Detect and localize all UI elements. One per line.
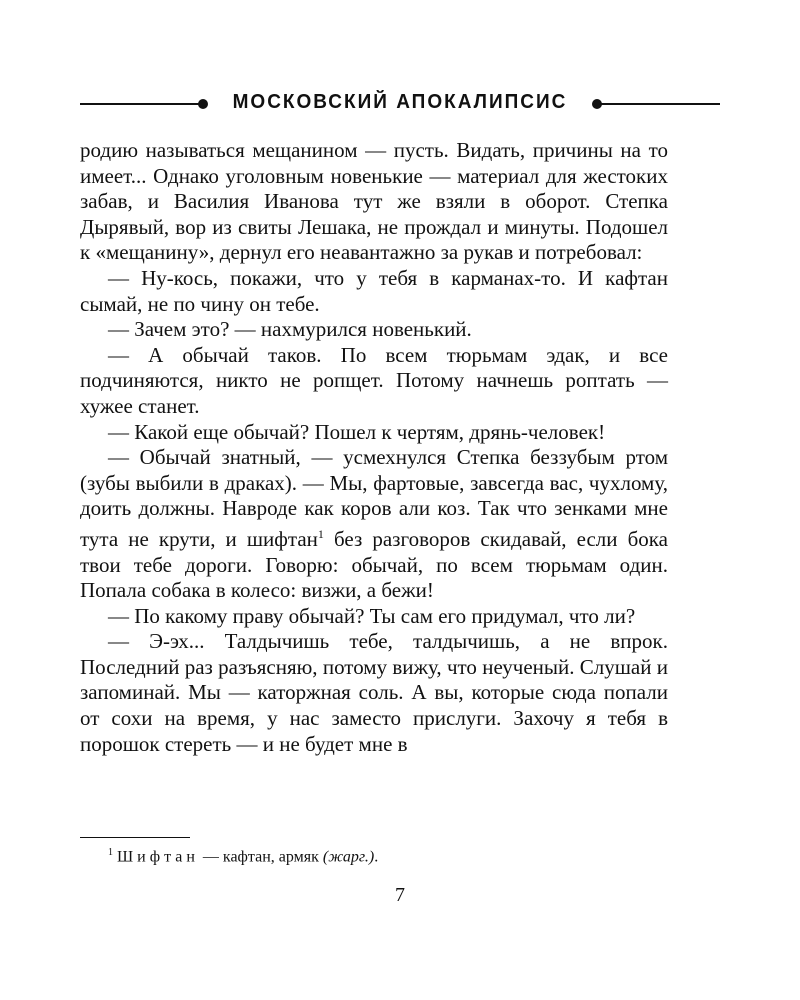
footnote-definition: — кафтан, армяк: [198, 848, 323, 866]
header-rule-right: [600, 103, 720, 105]
footnote-term: Шифтан: [117, 848, 199, 866]
footnote-note: (жарг.): [322, 848, 375, 866]
header-title: МОСКОВСКИЙ АПОКАЛИПСИС: [232, 91, 568, 114]
paragraph: — Э-эх... Талдычишь тебе, талдычишь, а не впрок. Последний раз разъясняю, потому вижу, что неученый. Слушай и запоминай. Мы — каторжная соль. А вы, которые сюда попали от сохи на время, у нас заместо прислуги. Захочу я тебя в порошок стереть — и не будет мне в: [80, 629, 668, 756]
paragraph: родию называться мещанином — пусть. Видать, причины на то имеет... Однако уголовным новенькие — материал для жестоких забав, и Василия Иванова тут же взяли в оборот. Степка Дырявый, вор из свиты Лешака, не прождал и минуты. Подошел к «мещанину», дернул его неавантажно за рукав и потребовал:: [80, 138, 668, 265]
paragraph: — По какому праву обычай? Ты сам его придумал, что ли?: [108, 603, 636, 628]
paragraph: — А обычай таков. По всем тюрьмам эдак, и все подчиняются, никто не ропщет. Потому начнешь роптать — хужее станет.: [80, 342, 668, 418]
paragraph: — Ну-кось, покажи, что у тебя в карманах-то. И кафтан сымай, не по чину он тебе.: [80, 265, 668, 316]
paragraph-text: без разговоров скидавай, если бока твои тебе дороги. Говорю: обычай, по всем тюрьмам один. Попала собака в колесо: визжи, а бежи!: [80, 526, 669, 603]
paragraph: — Какой еще обычай? Пошел к чертям, дрянь-человек!: [108, 419, 606, 444]
running-header: [80, 90, 720, 118]
footnote: [108, 847, 668, 866]
footnote-end: .: [374, 848, 379, 866]
footnote-ref: 1: [317, 526, 324, 541]
paragraph-text: — Обычай знатный, — усмехнулся Степка беззубым ртом (зубы выбили в драках). — Мы, фартовые, завсегда вас, чухлому, доить должны. Навроде как коров али коз. Так что зенками мне тута не крути, и шифтан: [80, 445, 668, 551]
body-text: [80, 138, 668, 757]
paragraph: [80, 445, 668, 604]
footnote-marker: 1: [108, 847, 113, 858]
page-number: 7: [395, 884, 405, 906]
footnote-rule: [80, 837, 190, 838]
paragraph: — Зачем это? — нахмурился новенький.: [108, 317, 472, 342]
